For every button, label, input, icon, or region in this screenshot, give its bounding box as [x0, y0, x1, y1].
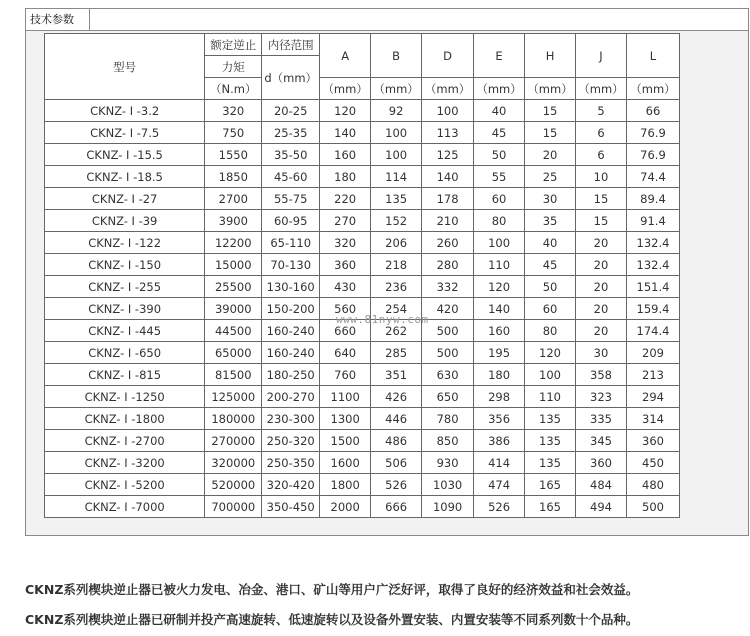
cell-dim-d: 500 — [422, 342, 474, 364]
cell-dim-a: 1300 — [320, 408, 371, 430]
cell-bore: 160-240 — [262, 320, 320, 342]
cell-dim-b: 262 — [371, 320, 422, 342]
cell-dim-e: 60 — [474, 188, 525, 210]
cell-dim-l: 174.4 — [626, 320, 679, 342]
table-row — [45, 276, 680, 298]
cell-bore: 60-95 — [262, 210, 320, 232]
header-dim-h: H — [525, 34, 576, 78]
cell-dim-e: 180 — [474, 364, 525, 386]
cell-torque: 81500 — [205, 364, 262, 386]
cell-dim-l: 151.4 — [626, 276, 679, 298]
header-dim-j: J — [576, 34, 627, 78]
cell-dim-h: 15 — [525, 122, 576, 144]
cell-model: CKNZ- I -445 — [45, 320, 205, 342]
unit-j: （mm） — [576, 78, 627, 100]
header-model: 型号 — [45, 34, 205, 100]
cell-dim-e: 50 — [474, 144, 525, 166]
table-row — [45, 474, 680, 496]
cell-dim-e: 40 — [474, 100, 525, 122]
unit-l: （mm） — [626, 78, 679, 100]
cell-dim-h: 60 — [525, 298, 576, 320]
cell-dim-d: 260 — [422, 232, 474, 254]
cell-dim-d: 280 — [422, 254, 474, 276]
cell-dim-l: 209 — [626, 342, 679, 364]
cell-bore: 70-130 — [262, 254, 320, 276]
header-dim-d: D — [422, 34, 474, 78]
cell-torque: 750 — [205, 122, 262, 144]
cell-model: CKNZ- I -3.2 — [45, 100, 205, 122]
cell-dim-j: 30 — [576, 342, 627, 364]
cell-dim-e: 55 — [474, 166, 525, 188]
cell-model: CKNZ- I -815 — [45, 364, 205, 386]
cell-torque: 3900 — [205, 210, 262, 232]
cell-model: CKNZ- I -255 — [45, 276, 205, 298]
header-torque-3: （N.m） — [205, 78, 262, 100]
cell-dim-j: 20 — [576, 254, 627, 276]
cell-torque: 44500 — [205, 320, 262, 342]
cell-dim-l: 89.4 — [626, 188, 679, 210]
cell-bore: 230-300 — [262, 408, 320, 430]
cell-dim-a: 640 — [320, 342, 371, 364]
cell-bore: 250-320 — [262, 430, 320, 452]
cell-dim-h: 25 — [525, 166, 576, 188]
cell-dim-h: 20 — [525, 144, 576, 166]
cell-dim-b: 135 — [371, 188, 422, 210]
cell-dim-a: 660 — [320, 320, 371, 342]
cell-dim-j: 335 — [576, 408, 627, 430]
cell-dim-e: 140 — [474, 298, 525, 320]
cell-dim-j: 6 — [576, 144, 627, 166]
cell-torque: 65000 — [205, 342, 262, 364]
cell-dim-j: 20 — [576, 232, 627, 254]
cell-dim-a: 320 — [320, 232, 371, 254]
cell-dim-l: 294 — [626, 386, 679, 408]
cell-dim-a: 270 — [320, 210, 371, 232]
cell-dim-a: 360 — [320, 254, 371, 276]
cell-dim-a: 1100 — [320, 386, 371, 408]
cell-bore: 35-50 — [262, 144, 320, 166]
cell-dim-b: 100 — [371, 122, 422, 144]
cell-dim-e: 356 — [474, 408, 525, 430]
cell-dim-b: 100 — [371, 144, 422, 166]
cell-dim-e: 526 — [474, 496, 525, 518]
cell-dim-b: 285 — [371, 342, 422, 364]
cell-dim-e: 195 — [474, 342, 525, 364]
cell-dim-h: 135 — [525, 430, 576, 452]
cell-torque: 320 — [205, 100, 262, 122]
header-dim-l: L — [626, 34, 679, 78]
cell-dim-a: 140 — [320, 122, 371, 144]
cell-dim-d: 420 — [422, 298, 474, 320]
cell-dim-h: 80 — [525, 320, 576, 342]
spec-table-body — [45, 100, 680, 518]
cell-dim-e: 474 — [474, 474, 525, 496]
cell-bore: 25-35 — [262, 122, 320, 144]
cell-torque: 180000 — [205, 408, 262, 430]
cell-dim-j: 494 — [576, 496, 627, 518]
cell-model: CKNZ- I -7000 — [45, 496, 205, 518]
table-row — [45, 386, 680, 408]
cell-dim-l: 76.9 — [626, 144, 679, 166]
cell-dim-l: 480 — [626, 474, 679, 496]
cell-model: CKNZ- I -15.5 — [45, 144, 205, 166]
cell-dim-j: 20 — [576, 320, 627, 342]
cell-dim-d: 178 — [422, 188, 474, 210]
cell-dim-h: 110 — [525, 386, 576, 408]
cell-dim-d: 500 — [422, 320, 474, 342]
cell-dim-d: 1090 — [422, 496, 474, 518]
cell-dim-l: 132.4 — [626, 254, 679, 276]
cell-dim-b: 446 — [371, 408, 422, 430]
cell-torque: 520000 — [205, 474, 262, 496]
cell-dim-b: 506 — [371, 452, 422, 474]
cell-dim-b: 351 — [371, 364, 422, 386]
cell-dim-a: 1800 — [320, 474, 371, 496]
table-row — [45, 166, 680, 188]
cell-dim-h: 40 — [525, 232, 576, 254]
cell-dim-h: 100 — [525, 364, 576, 386]
header-dim-b: B — [371, 34, 422, 78]
table-row — [45, 122, 680, 144]
cell-model: CKNZ- I -3200 — [45, 452, 205, 474]
cell-bore: 320-420 — [262, 474, 320, 496]
cell-dim-d: 930 — [422, 452, 474, 474]
cell-dim-a: 1600 — [320, 452, 371, 474]
cell-dim-d: 210 — [422, 210, 474, 232]
cell-dim-b: 486 — [371, 430, 422, 452]
cell-dim-l: 132.4 — [626, 232, 679, 254]
panel-title: 技术参数 — [26, 9, 90, 30]
table-row — [45, 232, 680, 254]
header-torque-1: 额定逆止 — [205, 34, 262, 56]
cell-dim-j: 360 — [576, 452, 627, 474]
cell-torque: 2700 — [205, 188, 262, 210]
header-dim-a: A — [320, 34, 371, 78]
spec-table — [44, 33, 680, 518]
cell-dim-l: 74.4 — [626, 166, 679, 188]
footer-line-1: CKNZ系列楔块逆止器已被火力发电、冶金、港口、矿山等用户广泛好评，取得了良好的经济效益和社会效益。 — [25, 582, 639, 597]
cell-dim-e: 298 — [474, 386, 525, 408]
cell-dim-l: 76.9 — [626, 122, 679, 144]
unit-d: （mm） — [422, 78, 474, 100]
cell-model: CKNZ- I -1800 — [45, 408, 205, 430]
cell-dim-d: 780 — [422, 408, 474, 430]
cell-bore: 150-200 — [262, 298, 320, 320]
cell-torque: 320000 — [205, 452, 262, 474]
cell-model: CKNZ- I -7.5 — [45, 122, 205, 144]
cell-dim-h: 45 — [525, 254, 576, 276]
cell-dim-h: 120 — [525, 342, 576, 364]
unit-a: （mm） — [320, 78, 371, 100]
cell-dim-b: 254 — [371, 298, 422, 320]
cell-dim-a: 560 — [320, 298, 371, 320]
cell-dim-e: 100 — [474, 232, 525, 254]
cell-bore: 250-350 — [262, 452, 320, 474]
unit-b: （mm） — [371, 78, 422, 100]
cell-dim-a: 1500 — [320, 430, 371, 452]
cell-dim-d: 332 — [422, 276, 474, 298]
cell-model: CKNZ- I -1250 — [45, 386, 205, 408]
cell-dim-l: 66 — [626, 100, 679, 122]
cell-bore: 45-60 — [262, 166, 320, 188]
cell-torque: 12200 — [205, 232, 262, 254]
cell-torque: 700000 — [205, 496, 262, 518]
cell-bore: 20-25 — [262, 100, 320, 122]
cell-bore: 55-75 — [262, 188, 320, 210]
cell-dim-j: 5 — [576, 100, 627, 122]
cell-dim-a: 180 — [320, 166, 371, 188]
cell-model: CKNZ- I -2700 — [45, 430, 205, 452]
cell-dim-j: 358 — [576, 364, 627, 386]
watermark: www.81nyw.com — [336, 313, 429, 326]
cell-dim-b: 206 — [371, 232, 422, 254]
cell-dim-e: 120 — [474, 276, 525, 298]
table-row — [45, 430, 680, 452]
cell-model: CKNZ- I -122 — [45, 232, 205, 254]
table-row — [45, 254, 680, 276]
cell-dim-h: 135 — [525, 408, 576, 430]
cell-dim-l: 314 — [626, 408, 679, 430]
cell-torque: 1550 — [205, 144, 262, 166]
cell-dim-d: 125 — [422, 144, 474, 166]
header-dim-e: E — [474, 34, 525, 78]
cell-dim-a: 430 — [320, 276, 371, 298]
cell-torque: 125000 — [205, 386, 262, 408]
cell-model: CKNZ- I -39 — [45, 210, 205, 232]
cell-dim-d: 100 — [422, 100, 474, 122]
table-row — [45, 408, 680, 430]
cell-dim-b: 92 — [371, 100, 422, 122]
cell-dim-b: 114 — [371, 166, 422, 188]
unit-h: （mm） — [525, 78, 576, 100]
header-bore: 内径范围 — [262, 34, 320, 56]
cell-dim-e: 45 — [474, 122, 525, 144]
cell-bore: 200-270 — [262, 386, 320, 408]
cell-dim-j: 15 — [576, 210, 627, 232]
cell-dim-j: 20 — [576, 298, 627, 320]
cell-dim-l: 91.4 — [626, 210, 679, 232]
cell-bore: 180-250 — [262, 364, 320, 386]
cell-dim-h: 35 — [525, 210, 576, 232]
cell-torque: 270000 — [205, 430, 262, 452]
footer-line-2: CKNZ系列楔块逆止器已研制并投产高速旋转、低速旋转以及设备外置安装、内置安装等不同系列数十个品种。 — [25, 612, 639, 627]
cell-dim-d: 1030 — [422, 474, 474, 496]
cell-torque: 39000 — [205, 298, 262, 320]
cell-model: CKNZ- I -5200 — [45, 474, 205, 496]
cell-dim-j: 10 — [576, 166, 627, 188]
table-row — [45, 496, 680, 518]
cell-dim-j: 484 — [576, 474, 627, 496]
unit-e: （mm） — [474, 78, 525, 100]
cell-dim-d: 630 — [422, 364, 474, 386]
cell-dim-a: 2000 — [320, 496, 371, 518]
cell-model: CKNZ- I -27 — [45, 188, 205, 210]
cell-model: CKNZ- I -390 — [45, 298, 205, 320]
cell-dim-a: 120 — [320, 100, 371, 122]
cell-dim-b: 218 — [371, 254, 422, 276]
table-row — [45, 364, 680, 386]
header-bore-unit: d（mm） — [262, 56, 320, 100]
cell-dim-b: 152 — [371, 210, 422, 232]
cell-dim-b: 666 — [371, 496, 422, 518]
cell-dim-e: 386 — [474, 430, 525, 452]
cell-dim-j: 323 — [576, 386, 627, 408]
cell-torque: 1850 — [205, 166, 262, 188]
cell-dim-b: 526 — [371, 474, 422, 496]
cell-torque: 25500 — [205, 276, 262, 298]
cell-dim-e: 160 — [474, 320, 525, 342]
table-row — [45, 188, 680, 210]
table-row — [45, 210, 680, 232]
cell-dim-l: 159.4 — [626, 298, 679, 320]
cell-bore: 130-160 — [262, 276, 320, 298]
cell-dim-d: 113 — [422, 122, 474, 144]
cell-dim-l: 360 — [626, 430, 679, 452]
cell-dim-d: 650 — [422, 386, 474, 408]
cell-dim-l: 500 — [626, 496, 679, 518]
cell-dim-j: 6 — [576, 122, 627, 144]
cell-dim-h: 15 — [525, 100, 576, 122]
cell-dim-b: 426 — [371, 386, 422, 408]
table-row — [45, 100, 680, 122]
cell-dim-d: 850 — [422, 430, 474, 452]
cell-model: CKNZ- I -650 — [45, 342, 205, 364]
cell-dim-j: 20 — [576, 276, 627, 298]
table-row — [45, 342, 680, 364]
cell-bore: 350-450 — [262, 496, 320, 518]
cell-dim-h: 135 — [525, 452, 576, 474]
cell-dim-j: 15 — [576, 188, 627, 210]
cell-torque: 15000 — [205, 254, 262, 276]
cell-dim-b: 236 — [371, 276, 422, 298]
table-row — [45, 452, 680, 474]
cell-dim-a: 220 — [320, 188, 371, 210]
cell-model: CKNZ- I -150 — [45, 254, 205, 276]
cell-dim-l: 213 — [626, 364, 679, 386]
cell-bore: 65-110 — [262, 232, 320, 254]
table-row — [45, 144, 680, 166]
cell-bore: 160-240 — [262, 342, 320, 364]
panel-header — [26, 9, 748, 31]
cell-dim-a: 160 — [320, 144, 371, 166]
cell-dim-e: 110 — [474, 254, 525, 276]
cell-dim-h: 165 — [525, 496, 576, 518]
cell-dim-l: 450 — [626, 452, 679, 474]
cell-dim-e: 80 — [474, 210, 525, 232]
cell-dim-h: 165 — [525, 474, 576, 496]
cell-dim-j: 345 — [576, 430, 627, 452]
header-torque-2: 力矩 — [205, 56, 262, 78]
cell-dim-h: 30 — [525, 188, 576, 210]
cell-dim-e: 414 — [474, 452, 525, 474]
cell-model: CKNZ- I -18.5 — [45, 166, 205, 188]
cell-dim-h: 50 — [525, 276, 576, 298]
cell-dim-a: 760 — [320, 364, 371, 386]
cell-dim-d: 140 — [422, 166, 474, 188]
